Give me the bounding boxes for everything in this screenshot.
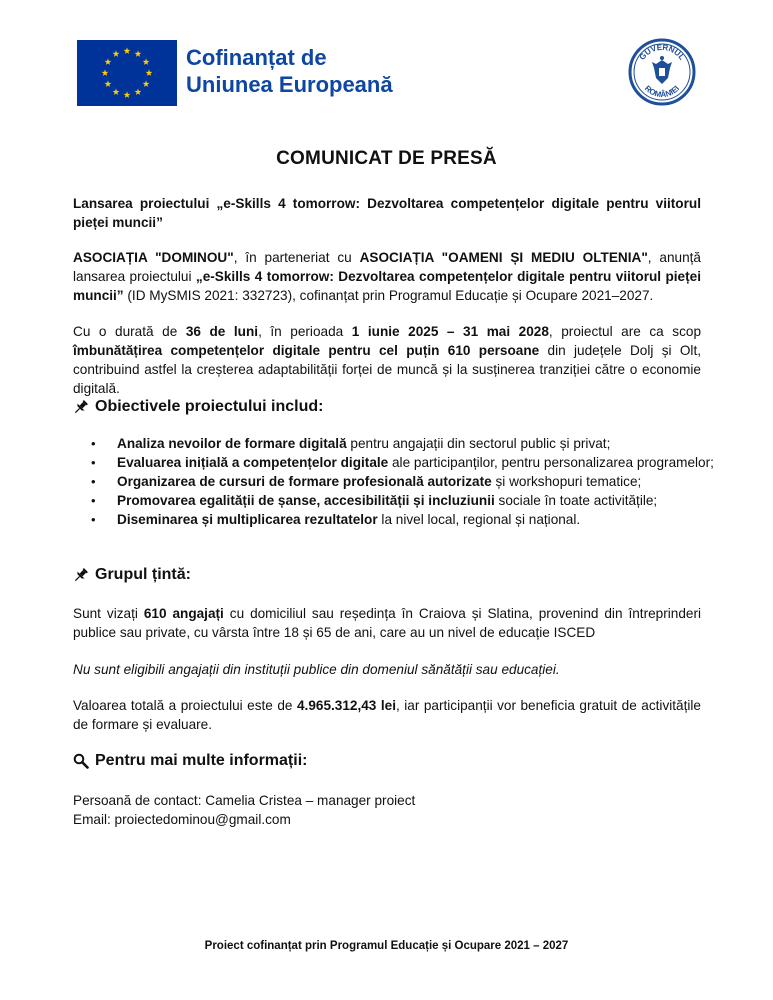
more-info-heading (73, 752, 307, 770)
value-text-2: , iar participanții vor beneficia gratuit de activitățile de formare și evaluare. (73, 698, 701, 732)
target-count: 610 angajați (143, 606, 224, 621)
eu-flag-icon (77, 40, 177, 106)
objectives-heading-text: Obiectivele proiectului includ: (95, 398, 324, 415)
objective-bold: Analiza nevoilor de formare digitală (117, 436, 347, 451)
target-text-2: cu domiciliul sau reședința în Craiova și Slatina, provenind din întreprinderi publice sau private, cu vârsta între 18 și 65 de ani, care au un nivel de educație ISCED (73, 606, 701, 640)
footer-note: Proiect cofinanțat prin Programul Educație și Ocupare 2021 – 2027 (204, 940, 569, 952)
seal-bottom-text: ROMÂNIEI (642, 83, 682, 100)
org-partner: ASOCIAȚIA "OAMENI ȘI MEDIU OLTENIA" (359, 250, 648, 265)
objectives-heading (73, 398, 323, 416)
objective-text: ale participanților, pentru personalizarea programelor; (388, 455, 714, 470)
eligibility-note: Nu sunt eligibili angajații din instituții publice din domeniul sănătății sau educației. (73, 662, 560, 677)
page-title: COMUNICAT DE PRESĂ (276, 148, 497, 169)
objective-text: și workshopuri tematice; (491, 474, 642, 489)
project-name: „e-Skills 4 tomorrow: Dezvoltarea competențelor digitale pentru viitorul pieței muncii” (73, 269, 701, 303)
objective-text: pentru angajații din sectorul public și privat; (346, 436, 611, 451)
duration-text-2: , în perioada (258, 324, 352, 339)
contact-person: Persoană de contact: Camelia Cristea – manager proiect (73, 793, 416, 808)
eu-line-2: Uniunea Europeană (186, 72, 393, 97)
intro-text-3: (ID MySMIS 2021: 332723), cofinanțat prin Programul Educație și Ocupare 2021–2027. (123, 288, 654, 303)
org-dominou: ASOCIAȚIA "DOMINOU" (73, 250, 234, 265)
target-text-1: Sunt vizați (73, 606, 144, 621)
duration-value: 36 de luni (185, 324, 259, 339)
objective-bold: Promovarea egalității de șanse, accesibilității și incluziunii (117, 493, 495, 508)
target-paragraph (73, 604, 701, 642)
project-subtitle: Lansarea proiectului „e-Skills 4 tomorrow: Dezvoltarea competențelor digitale pentru viitorul pieței muncii” (73, 196, 701, 230)
intro-text-2: , anunță lansarea proiectului (73, 250, 701, 284)
objective-bold: Organizarea de cursuri de formare profesională autorizate (117, 474, 492, 489)
objective-bold: Evaluarea inițială a competențelor digitale (117, 455, 389, 470)
duration-text-4: din județele Dolj și Olt, contribuind astfel la creșterea adaptabilității forței de muncă și la susținerea tranziției către o economie digitală. (73, 343, 702, 396)
more-info-heading-text: Pentru mai multe informații: (95, 752, 308, 769)
contact-email[interactable]: Email: proiectedominou@gmail.com (73, 812, 291, 827)
objective-bold: Diseminarea și multiplicarea rezultatelor (117, 512, 378, 527)
value-text-1: Valoarea totală a proiectului este de (73, 698, 297, 713)
list-item (117, 453, 745, 472)
project-value: 4.965.312,43 lei (296, 698, 396, 713)
period-value: 1 iunie 2025 – 31 mai 2028 (351, 324, 549, 339)
eu-line-1: Cofinanțat de (186, 45, 327, 70)
list-item (117, 472, 745, 491)
objective-text: la nivel local, regional și național. (377, 512, 581, 527)
magnifier-icon (73, 753, 89, 769)
government-seal-icon (628, 38, 696, 106)
duration-text-3: , proiectul are ca scop (548, 324, 702, 339)
objectives-list (73, 434, 745, 529)
goal-value: îmbunătățirea competențelor digitale pentru cel puțin 610 persoane (73, 343, 540, 358)
contact-block (73, 791, 415, 829)
list-item (117, 510, 745, 529)
objective-text: sociale în toate activitățile; (494, 493, 658, 508)
duration-text-1: Cu o durată de (73, 324, 186, 339)
duration-paragraph (73, 322, 701, 398)
list-item (117, 434, 745, 453)
seal-top-text: GUVERNUL (637, 42, 687, 62)
value-paragraph (73, 696, 701, 734)
pushpin-icon (73, 399, 89, 415)
intro-text-1: , în parteneriat cu (233, 250, 360, 265)
intro-paragraph (73, 248, 701, 305)
target-group-heading (73, 566, 191, 584)
target-group-heading-text: Grupul țintă: (95, 566, 191, 583)
pushpin-icon (73, 567, 89, 583)
list-item (117, 491, 745, 510)
eu-cofinancing-label (186, 44, 393, 98)
